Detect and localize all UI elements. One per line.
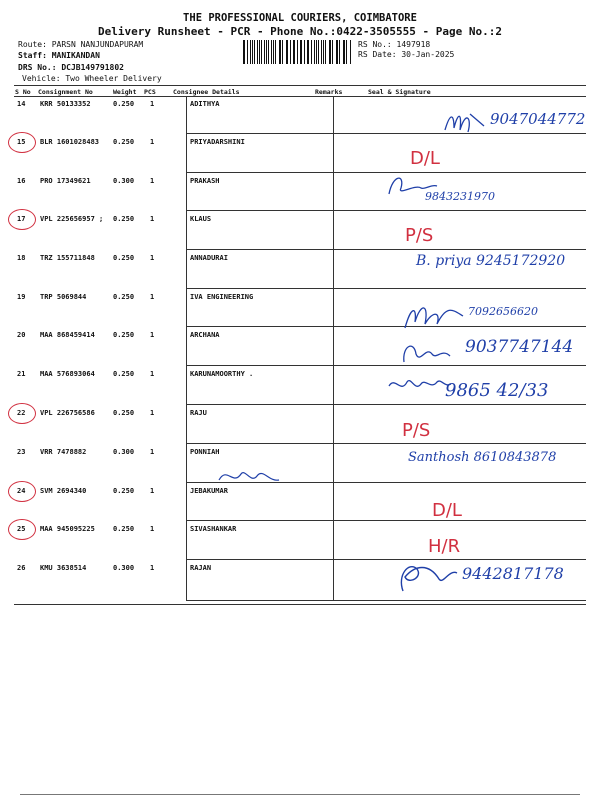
col-header-sno: S No xyxy=(15,88,31,96)
row-pcs: 1 xyxy=(150,254,155,262)
row-consignment-no: TRP 5069844 xyxy=(40,293,87,301)
handwritten-note: 9037747144 xyxy=(465,337,574,357)
signature-row-20 xyxy=(400,336,460,368)
row-pcs: 1 xyxy=(150,138,155,146)
red-pen-circle xyxy=(8,481,36,502)
row-weight: 0.250 xyxy=(113,293,135,301)
row-sno: 26 xyxy=(17,564,26,572)
row-sno: 24 xyxy=(17,487,26,495)
row-consignee: ARCHANA xyxy=(190,331,220,339)
row-consignee: PRAKASH xyxy=(190,177,220,185)
row-pcs: 1 xyxy=(150,293,155,301)
barcode-bar xyxy=(275,40,276,64)
drs-number: DRS No.: DCJB149791802 xyxy=(18,63,124,72)
red-pen-circle xyxy=(8,209,36,230)
col-header-consignee: Consignee Details xyxy=(173,88,240,96)
row-consignee: PONNIAH xyxy=(190,448,220,456)
row-sno: 23 xyxy=(17,448,26,456)
row-rule xyxy=(186,288,586,289)
rs-date: RS Date: 30-Jan-2025 xyxy=(358,50,455,59)
barcode-bar xyxy=(325,40,326,64)
row-sno: 15 xyxy=(17,138,26,146)
signature-row-19 xyxy=(403,300,473,335)
row-sno: 20 xyxy=(17,331,26,339)
row-rule xyxy=(186,600,586,601)
row-consignment-no: SVM 2694340 xyxy=(40,487,87,495)
row-consignee: KARUNAMOORTHY . xyxy=(190,370,254,378)
row-weight: 0.300 xyxy=(113,177,135,185)
row-weight: 0.250 xyxy=(113,331,135,339)
row-rule xyxy=(186,326,586,327)
row-weight: 0.250 xyxy=(113,487,135,495)
row-sno: 18 xyxy=(17,254,26,262)
handwritten-note: Santhosh 8610843878 xyxy=(408,450,557,465)
row-consignment-no: MAA 945095225 xyxy=(40,525,95,533)
row-rule xyxy=(186,210,586,211)
signature-row-26 xyxy=(395,555,465,597)
row-rule xyxy=(186,443,586,444)
row-weight: 0.250 xyxy=(113,215,135,223)
col-header-consignment: Consignment No xyxy=(38,88,93,96)
row-sno: 19 xyxy=(17,293,26,301)
signature-row-23-remarks xyxy=(215,462,285,492)
row-consignment-no: PRO 17349621 xyxy=(40,177,91,185)
red-status-mark: H/R xyxy=(428,536,461,557)
red-status-mark: D/L xyxy=(410,148,440,169)
row-pcs: 1 xyxy=(150,525,155,533)
row-sno: 16 xyxy=(17,177,26,185)
barcode-bar xyxy=(308,40,309,64)
page-bottom-rule xyxy=(20,794,580,795)
row-consignee: SIVASHANKAR xyxy=(190,525,237,533)
row-sno: 22 xyxy=(17,409,26,417)
row-weight: 0.250 xyxy=(113,100,135,108)
barcode-bar xyxy=(339,40,340,64)
row-pcs: 1 xyxy=(150,177,155,185)
company-title: THE PROFESSIONAL COURIERS, COIMBATORE xyxy=(183,12,417,24)
red-status-mark: P/S xyxy=(402,420,431,441)
row-weight: 0.300 xyxy=(113,564,135,572)
row-consignee: JEBAKUMAR xyxy=(190,487,228,495)
runsheet-subtitle: Delivery Runsheet - PCR - Phone No.:0422-3505555 - Page No.:2 xyxy=(98,25,502,38)
row-pcs: 1 xyxy=(150,331,155,339)
row-pcs: 1 xyxy=(150,448,155,456)
barcode-bar xyxy=(250,40,251,64)
row-pcs: 1 xyxy=(150,215,155,223)
barcode xyxy=(243,40,351,64)
col-header-weight: Weight xyxy=(113,88,137,96)
col-header-pcs: PCS xyxy=(144,88,156,96)
row-consignment-no: VRR 7478882 xyxy=(40,448,87,456)
barcode-bar xyxy=(264,40,265,64)
row-rule xyxy=(186,404,586,405)
row-weight: 0.300 xyxy=(113,448,135,456)
vehicle-label: Vehicle: Two Wheeler Delivery xyxy=(22,74,162,83)
row-rule xyxy=(186,365,586,366)
col-header-remarks: Remarks xyxy=(315,88,343,96)
row-pcs: 1 xyxy=(150,370,155,378)
table-header-rule xyxy=(14,96,586,97)
row-consignee: KLAUS xyxy=(190,215,212,223)
row-consignment-no: VPL 226756586 xyxy=(40,409,95,417)
row-consignee: ADITHYA xyxy=(190,100,220,108)
row-sno: 14 xyxy=(17,100,26,108)
handwritten-note: 7092656620 xyxy=(468,305,538,318)
row-consignee: IVA ENGINEERING xyxy=(190,293,254,301)
row-rule xyxy=(186,520,586,521)
row-weight: 0.250 xyxy=(113,409,135,417)
row-rule xyxy=(186,559,586,560)
red-status-mark: D/L xyxy=(432,500,462,521)
handwritten-note: 9843231970 xyxy=(425,190,495,203)
row-pcs: 1 xyxy=(150,100,155,108)
row-consignment-no: KRR 50133352 xyxy=(40,100,91,108)
handwritten-note: 9047044772 xyxy=(490,110,586,128)
row-consignment-no: VPL 225656957 ; xyxy=(40,215,104,223)
row-consignment-no: MAA 868459414 xyxy=(40,331,95,339)
row-pcs: 1 xyxy=(150,564,155,572)
row-pcs: 1 xyxy=(150,487,155,495)
row-rule xyxy=(186,249,586,250)
row-weight: 0.250 xyxy=(113,525,135,533)
barcode-bar xyxy=(293,40,294,64)
signature-row-16 xyxy=(385,170,445,200)
row-sno: 17 xyxy=(17,215,26,223)
red-status-mark: P/S xyxy=(405,225,434,246)
table-top-rule xyxy=(14,85,586,86)
red-pen-circle xyxy=(8,519,36,540)
row-consignment-no: KMU 3638514 xyxy=(40,564,87,572)
row-consignee: PRIYADARSHINI xyxy=(190,138,245,146)
handwritten-note: 9865 42/33 xyxy=(445,380,549,401)
row-consignment-no: MAA 576893064 xyxy=(40,370,95,378)
row-pcs: 1 xyxy=(150,409,155,417)
red-pen-circle xyxy=(8,403,36,424)
route-label: Route: PARSN NANJUNDAPURAM xyxy=(18,40,144,49)
row-consignment-no: BLR 1601028483 xyxy=(40,138,100,146)
signature-row-21 xyxy=(385,372,455,402)
row-consignment-no: TRZ 155711848 xyxy=(40,254,95,262)
row-sno: 21 xyxy=(17,370,26,378)
row-rule xyxy=(186,133,586,134)
row-weight: 0.250 xyxy=(113,138,135,146)
col-header-seal: Seal & Signature xyxy=(368,88,431,96)
table-bottom-rule xyxy=(14,604,586,605)
row-consignee: RAJAN xyxy=(190,564,212,572)
handwritten-note: B. priya 9245172920 xyxy=(416,253,566,269)
signature-row-14 xyxy=(440,108,500,138)
handwritten-note: 9442817178 xyxy=(462,564,564,583)
row-consignee: ANNADURAI xyxy=(190,254,228,262)
row-weight: 0.250 xyxy=(113,370,135,378)
red-pen-circle xyxy=(8,132,36,153)
rs-number: RS No.: 1497918 xyxy=(358,40,431,49)
row-weight: 0.250 xyxy=(113,254,135,262)
row-consignee: RAJU xyxy=(190,409,207,417)
staff-label: Staff: MANIKANDAN xyxy=(18,51,100,60)
row-sno: 25 xyxy=(17,525,26,533)
